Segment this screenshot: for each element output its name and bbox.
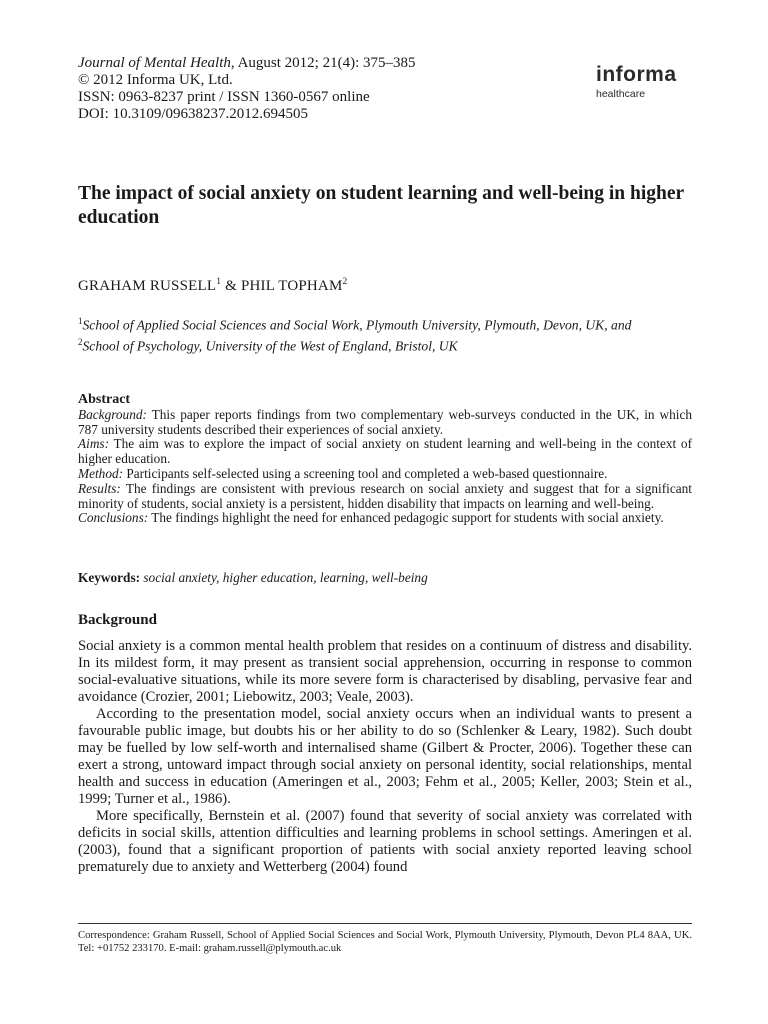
abstract-aims xyxy=(78,437,692,467)
copyright-line: © 2012 Informa UK, Ltd. xyxy=(78,72,233,88)
abstract-results xyxy=(78,482,692,512)
body-paragraph: More specifically, Bernstein et al. (2007) found that severity of social anxiety was correlated with deficits in social skills, attention difficulties and learning problems in school settings. Ameringen et al. (2003), found that a significant proportion of patients with social anxiety reported leaving school prematurely due to anxiety and Wetterberg (2004) found xyxy=(78,808,692,875)
affiliation-line xyxy=(78,313,631,334)
abstract-label: Results: xyxy=(78,480,121,496)
abstract-text: The findings are consistent with previous research on social anxiety and suggest that for a significant minority of students, social anxiety is a persistent, hidden disability that impacts on learning and well-being. xyxy=(78,480,692,511)
abstract-text: The aim was to explore the impact of social anxiety on student learning and well-being in the context of higher education. xyxy=(78,436,692,467)
affiliation-marker: 1 xyxy=(78,316,83,326)
author-name: GRAHAM RUSSELL xyxy=(78,278,217,294)
abstract-text: The findings highlight the need for enhanced pedagogic support for students with social anxiety. xyxy=(148,510,664,526)
abstract-label: Conclusions: xyxy=(78,510,149,526)
body-paragraph: Social anxiety is a common mental health problem that resides on a continuum of distress and disability. In its mildest form, it may present as transient social apprehension, occurring in response to common social-evaluative situations, while its more severe form is characterised by disabling, pervasive fear and avoidance (Crozier, 2001; Liebowitz, 2003; Veale, 2003). xyxy=(78,638,692,705)
affiliation-text: School of Psychology, University of the West of England, Bristol, UK xyxy=(82,338,458,354)
article-title: The impact of social anxiety on student learning and well-being in higher education xyxy=(78,183,684,228)
journal-header xyxy=(78,55,416,123)
footnote-divider xyxy=(78,923,692,924)
author-separator: & xyxy=(221,278,241,294)
journal-citation xyxy=(78,55,416,72)
journal-name: Journal of Mental Health xyxy=(78,55,231,71)
abstract-label: Method: xyxy=(78,465,124,481)
author-affiliation-marker: 1 xyxy=(216,277,222,287)
doi-line: DOI: 10.3109/09638237.2012.694505 xyxy=(78,106,308,122)
correspondence-footnote: Correspondence: Graham Russell, School of Applied Social Sciences and Social Work, Plymouth University, Plymouth, Devon PL4 8AA, UK. Tel: +01752 233170. E-mail: graham.russell@plymouth.ac.uk xyxy=(78,930,692,954)
abstract-heading: Abstract xyxy=(78,392,131,407)
body-text xyxy=(78,638,692,876)
affiliation-line xyxy=(78,334,631,355)
affiliations xyxy=(78,313,631,354)
abstract-text: Participants self-selected using a screening tool and completed a web-based questionnaire. xyxy=(123,465,608,481)
body-paragraph: According to the presentation model, social anxiety occurs when an individual wants to present a favourable public image, but doubts his or her ability to do so (Schlenker & Leary, 1982). Such doubt may be fuelled by low self-worth and internalised shame (Gilbert & Procter, 2006). Together these can exert a strong, untoward impact through social anxiety on personal identity, social relationships, mental health and success in education (Ameringen et al., 2003; Fehm et al., 2005; Keller, 2003; Stein et al., 1999; Turner et al., 1986). xyxy=(78,706,692,807)
publisher-logo xyxy=(596,64,677,100)
abstract-conclusions xyxy=(78,511,692,526)
abstract-label: Aims: xyxy=(78,436,110,452)
logo-subtitle: healthcare xyxy=(596,88,646,100)
author-list xyxy=(78,277,347,295)
author-name: PHIL TOPHAM xyxy=(240,278,343,294)
abstract xyxy=(78,393,692,526)
abstract-background xyxy=(78,408,692,438)
issn-line: ISSN: 0963-8237 print / ISSN 1360-0567 online xyxy=(78,89,370,105)
abstract-label: Background: xyxy=(78,406,147,422)
abstract-method xyxy=(78,467,692,482)
keywords-label: Keywords: xyxy=(78,570,141,585)
logo-brand: informa xyxy=(596,63,677,86)
section-heading: Background xyxy=(78,612,157,628)
keywords-list: social anxiety, higher education, learning, well-being xyxy=(140,570,428,585)
affiliation-marker: 2 xyxy=(78,336,83,347)
author-affiliation-marker: 2 xyxy=(342,277,348,287)
affiliation-text: School of Applied Social Sciences and Social Work, Plymouth University, Plymouth, Devon, UK, and xyxy=(82,317,632,333)
keywords xyxy=(78,570,428,586)
abstract-text: This paper reports findings from two complementary web-surveys conducted in the UK, in which 787 university students described their experiences of social anxiety. xyxy=(78,406,692,437)
journal-details: , August 2012; 21(4): 375–385 xyxy=(230,55,416,71)
